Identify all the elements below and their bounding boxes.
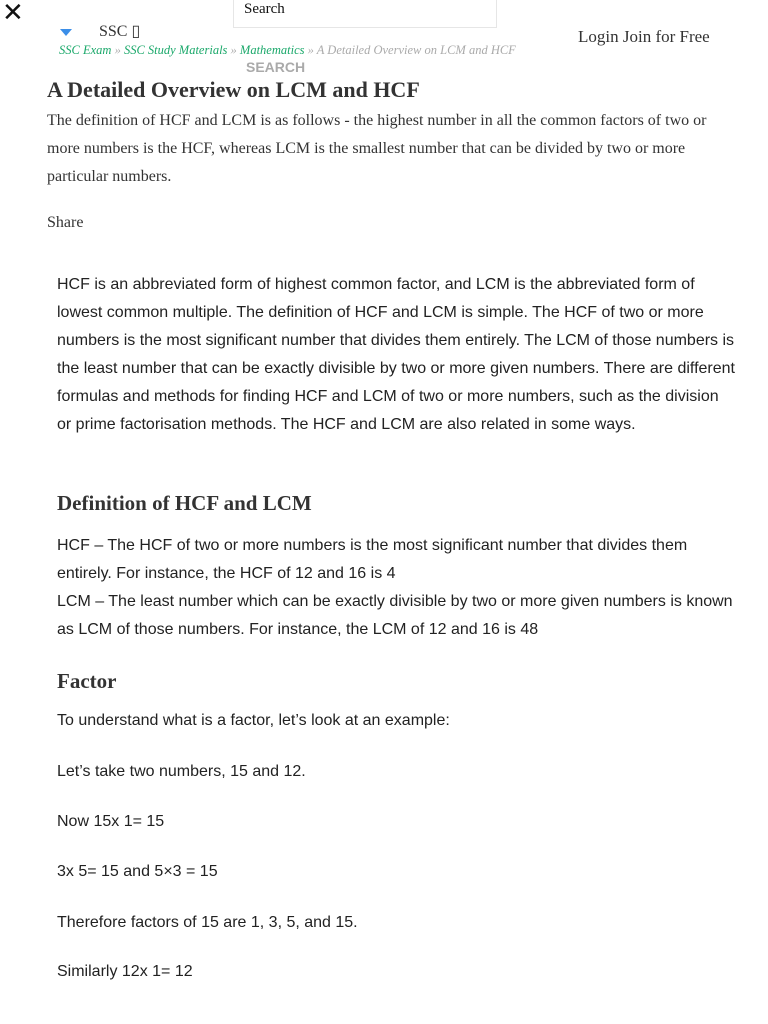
factor-line: Now 15x 1= 15 [57, 813, 165, 830]
search-button[interactable]: SEARCH [246, 59, 306, 75]
factor-line: To understand what is a factor, let’s look at an example: [57, 712, 450, 729]
heading-factor: Factor [57, 669, 117, 693]
article-paragraph: HCF is an abbreviated form of highest common factor, and LCM is the abbreviated form of lowest common multiple. The definition of HCF and LCM is simple. The HCF of two or more numbers is the most significant number that divides them entirely. The LCM of those numbers is the least number that can be exactly divisible by two or more given numbers. There are different formulas and methods for finding HCF and LCM of two or more numbers, such as the division or prime factorisation methods. The HCF and LCM are also related in some ways. [57, 276, 735, 433]
share-button[interactable]: Share [47, 214, 84, 231]
factor-line: Therefore factors of 15 are 1, 3, 5, and 15. [57, 914, 358, 931]
brand-glyph-icon: ▯ [131, 23, 141, 40]
factor-line: 3x 5= 15 and 5×3 = 15 [57, 863, 218, 880]
breadcrumb-mathematics[interactable]: Mathematics [239, 43, 305, 57]
factor-line: Let’s take two numbers, 15 and 12. [57, 763, 306, 780]
breadcrumb-sep: » [304, 43, 317, 57]
breadcrumb-sep: » [227, 43, 240, 57]
brand-label: SSC [99, 23, 128, 40]
login-join-link[interactable]: Login Join for Free [578, 27, 710, 46]
breadcrumb [59, 43, 516, 58]
page-title: A Detailed Overview on LCM and HCF [47, 77, 420, 102]
search-input[interactable]: Search [233, 0, 497, 28]
definition-block [57, 532, 737, 644]
definition-hcf: HCF – The HCF of two or more numbers is the most significant number that divides them entirely. For instance, the HCF of 12 and 16 is 4 [57, 537, 688, 582]
intro-text: The definition of HCF and LCM is as follows - the highest number in all the common factors of two or more numbers is the HCF, whereas LCM is the smallest number that can be divided by two or more particular numbers. [47, 112, 707, 185]
breadcrumb-current: A Detailed Overview on LCM and HCF [316, 43, 516, 57]
factor-line: Similarly 12x 1= 12 [57, 963, 193, 980]
brand-menu[interactable] [99, 22, 140, 41]
heading-definition: Definition of HCF and LCM [57, 491, 312, 515]
definition-lcm: LCM – The least number which can be exactly divisible by two or more given numbers is known as LCM of those numbers. For instance, the LCM of 12 and 16 is 48 [57, 593, 733, 638]
breadcrumb-study-materials[interactable]: SSC Study Materials [123, 43, 228, 57]
breadcrumb-sep: » [111, 43, 124, 57]
dropdown-triangle-icon[interactable] [60, 29, 72, 36]
breadcrumb-ssc-exam[interactable]: SSC Exam [59, 43, 112, 57]
close-icon[interactable]: ✕ [2, 0, 24, 28]
